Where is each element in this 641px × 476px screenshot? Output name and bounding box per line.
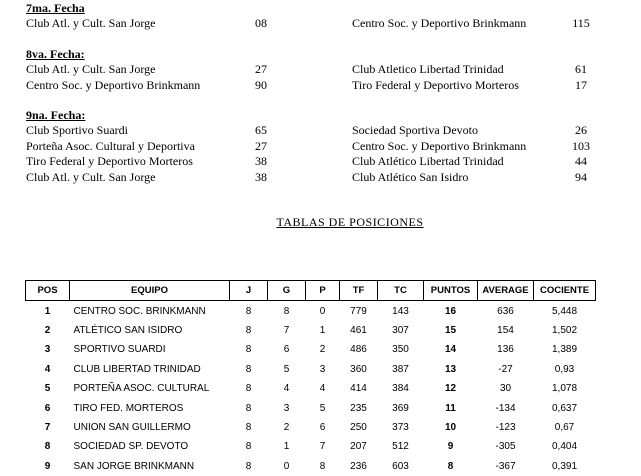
cell-team: CLUB LIBERTAD TRINIDAD (73, 363, 201, 375)
cell-j: 8 (245, 441, 252, 453)
away-score: 44 (575, 154, 587, 169)
away-score: 115 (572, 16, 590, 31)
header-equipo: EQUIPO (70, 281, 230, 301)
cell-team: PORTEÑA ASOC. CULTURAL (73, 383, 210, 395)
home-score: 38 (255, 169, 267, 184)
away-score: 17 (575, 77, 587, 92)
cell-p: 3 (319, 363, 326, 375)
home-score: 38 (255, 154, 267, 169)
cell-tc: 369 (392, 402, 409, 414)
cell-pos: 6 (44, 402, 51, 414)
header-tc: TC (378, 281, 424, 301)
match-row (26, 16, 590, 31)
cell-team: UNION SAN GUILLERMO (73, 421, 191, 433)
cell-p: 1 (319, 324, 326, 336)
fecha-title: 9na. Fecha: (26, 108, 86, 122)
cell-tf: 461 (350, 324, 367, 336)
cell-p: 7 (319, 441, 326, 453)
away-team: Sociedad Sportiva Devoto (352, 123, 478, 138)
cell-tf: 236 (350, 460, 367, 472)
fecha-title: 8va. Fecha: (26, 47, 85, 61)
cell-puntos: 15 (444, 324, 457, 336)
cell-p: 6 (319, 421, 326, 433)
cell-p: 5 (319, 402, 326, 414)
fecha-7-section (26, 1, 590, 32)
cell-puntos: 14 (444, 344, 457, 356)
cell-tf: 414 (350, 383, 367, 395)
table-header-row (26, 281, 596, 301)
cell-tc: 350 (392, 344, 409, 356)
cell-j: 8 (245, 324, 252, 336)
away-team: Centro Soc. y Deportivo Brinkmann (352, 138, 527, 153)
cell-j: 8 (245, 421, 252, 433)
cell-cociente: 0,67 (554, 421, 575, 433)
cell-cociente: 1,502 (551, 324, 578, 336)
away-score: 103 (572, 138, 590, 153)
match-row (26, 77, 587, 93)
match-row (26, 138, 590, 154)
home-score: 27 (255, 62, 267, 77)
cell-puntos: 16 (444, 305, 457, 317)
cell-pos: 8 (44, 441, 51, 453)
cell-g: 2 (283, 421, 290, 433)
home-score: 90 (255, 77, 267, 92)
cell-pos: 5 (44, 383, 51, 395)
header-average: AVERAGE (478, 281, 534, 301)
home-team: Porteña Asoc. Cultural y Deportiva (26, 138, 195, 153)
away-team: Club Atlético San Isidro (352, 169, 469, 184)
cell-pos: 4 (44, 363, 51, 375)
cell-team: ATLÉTICO SAN ISIDRO (73, 324, 183, 336)
home-team: Tiro Federal y Deportivo Morteros (26, 154, 193, 169)
cell-pos: 9 (44, 460, 51, 472)
cell-j: 8 (245, 383, 252, 395)
fecha-9-section (26, 108, 590, 185)
cell-cociente: 1,078 (551, 383, 578, 395)
cell-average: 154 (497, 324, 514, 336)
cell-p: 8 (319, 460, 326, 472)
header-pos: POS (26, 281, 70, 301)
cell-puntos: 11 (445, 402, 456, 414)
cell-p: 2 (319, 344, 326, 356)
home-team: Centro Soc. y Deportivo Brinkmann (26, 77, 201, 92)
header-g: G (268, 281, 306, 301)
table-row (26, 398, 596, 417)
cell-cociente: 0,637 (551, 402, 578, 414)
table-row (26, 360, 596, 379)
cell-team: SOCIEDAD SP. DEVOTO (73, 441, 189, 453)
cell-j: 8 (245, 363, 252, 375)
cell-team: CENTRO SOC. BRINKMANN (73, 305, 206, 317)
home-team: Club Atl. y Cult. San Jorge (26, 16, 156, 31)
match-row (26, 123, 587, 138)
cell-cociente: 0,93 (554, 363, 575, 375)
header-cociente: COCIENTE (534, 281, 596, 301)
away-score: 26 (575, 123, 587, 138)
cell-j: 8 (245, 460, 252, 472)
table-row (26, 457, 596, 476)
cell-tf: 360 (350, 363, 367, 375)
cell-pos: 1 (44, 305, 51, 317)
home-team: Club Sportivo Suardi (26, 123, 129, 138)
table-row (26, 418, 596, 437)
standings-body (26, 301, 596, 476)
home-score: 08 (255, 16, 267, 31)
cell-g: 0 (283, 460, 290, 472)
cell-g: 1 (283, 441, 290, 453)
away-team: Club Atlético Libertad Trinidad (352, 154, 504, 169)
match-row (26, 62, 587, 77)
cell-puntos: 12 (444, 383, 457, 395)
cell-average: -123 (495, 421, 516, 433)
home-team: Club Atl. y Cult. San Jorge (26, 62, 156, 77)
cell-g: 3 (283, 402, 290, 414)
cell-tf: 779 (350, 305, 367, 317)
cell-g: 6 (283, 344, 290, 356)
header-tf: TF (340, 281, 378, 301)
cell-tf: 235 (350, 402, 367, 414)
cell-team: SAN JORGE BRINKMANN (73, 460, 195, 472)
away-team: Centro Soc. y Deportivo Brinkmann (352, 16, 527, 31)
cell-cociente: 1,389 (551, 344, 578, 356)
cell-pos: 3 (44, 344, 51, 356)
cell-cociente: 0,391 (551, 460, 578, 472)
cell-tc: 373 (392, 421, 409, 433)
away-score: 94 (575, 169, 587, 184)
cell-average: 30 (499, 383, 512, 395)
cell-cociente: 0,404 (551, 441, 578, 453)
cell-puntos: 10 (444, 421, 457, 433)
cell-average: -367 (495, 460, 516, 472)
away-team: Club Atletico Libertad Trinidad (352, 62, 504, 77)
home-team: Club Atl. y Cult. San Jorge (26, 169, 156, 184)
cell-g: 4 (283, 383, 290, 395)
table-row (26, 379, 596, 398)
match-row (26, 169, 587, 185)
cell-average: -134 (495, 402, 516, 414)
cell-puntos: 9 (447, 441, 454, 453)
cell-tc: 603 (392, 460, 409, 472)
away-score: 61 (575, 62, 587, 77)
fecha-8-section (26, 47, 587, 93)
cell-tc: 512 (392, 441, 409, 453)
cell-p: 0 (319, 305, 326, 317)
cell-tc: 307 (392, 324, 409, 336)
cell-p: 4 (319, 383, 326, 395)
cell-tc: 143 (392, 305, 409, 317)
cell-average: 136 (497, 344, 514, 356)
standings-table (25, 280, 596, 476)
table-row (26, 437, 596, 456)
cell-g: 8 (283, 305, 290, 317)
header-j: J (230, 281, 268, 301)
table-row (26, 340, 596, 359)
cell-average: -27 (498, 363, 513, 375)
cell-tf: 486 (350, 344, 367, 356)
table-row (26, 301, 596, 321)
header-p: P (306, 281, 340, 301)
home-score: 27 (255, 138, 267, 153)
cell-j: 8 (245, 305, 252, 317)
cell-j: 8 (245, 344, 252, 356)
home-score: 65 (255, 123, 267, 138)
cell-j: 8 (245, 402, 252, 414)
cell-tc: 384 (392, 383, 409, 395)
cell-g: 5 (283, 363, 290, 375)
cell-g: 7 (283, 324, 290, 336)
cell-team: SPORTIVO SUARDI (73, 344, 166, 356)
cell-puntos: 13 (444, 363, 457, 375)
cell-pos: 7 (44, 421, 51, 433)
cell-pos: 2 (44, 324, 51, 336)
cell-tc: 387 (392, 363, 409, 375)
cell-cociente: 5,448 (551, 305, 578, 317)
cell-average: -305 (495, 441, 516, 453)
away-team: Tiro Federal y Deportivo Morteros (352, 77, 519, 92)
match-row (26, 154, 587, 169)
cell-team: TIRO FED. MORTEROS (73, 402, 184, 414)
cell-puntos: 8 (447, 460, 454, 472)
standings-title: TABLAS DE POSICIONES (276, 215, 424, 229)
cell-tf: 250 (350, 421, 367, 433)
fecha-title: 7ma. Fecha (26, 1, 85, 15)
table-row (26, 321, 596, 340)
header-puntos: PUNTOS (424, 281, 478, 301)
cell-tf: 207 (350, 441, 367, 453)
cell-average: 636 (497, 305, 514, 317)
